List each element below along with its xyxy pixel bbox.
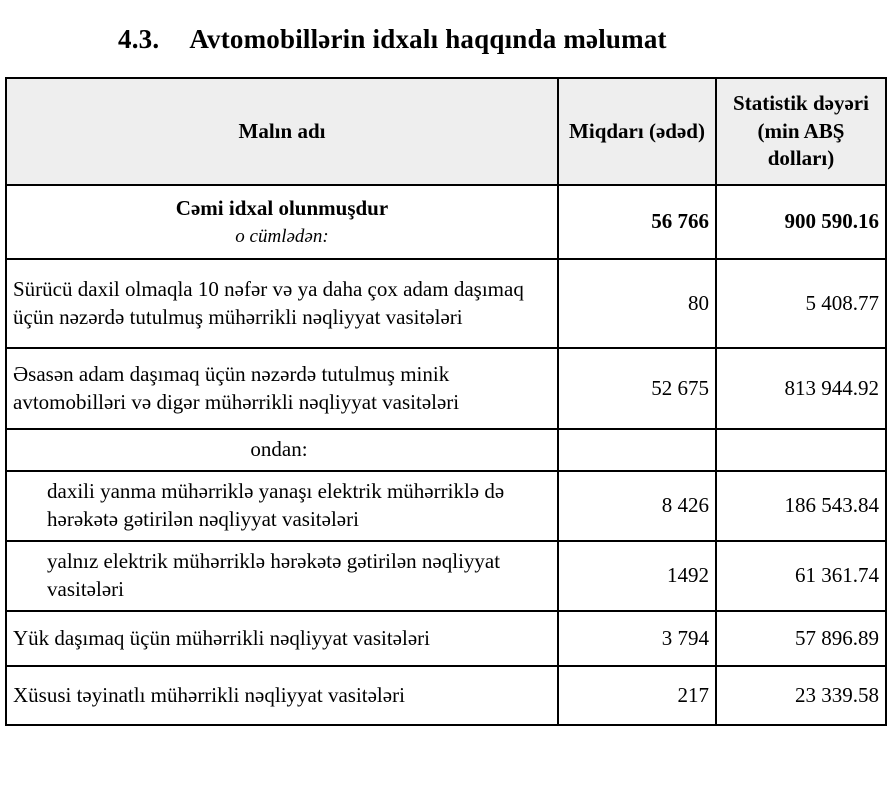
table-row-passenger-cars: [6, 348, 886, 429]
quantity-cell: [558, 429, 716, 471]
car-imports-table: [5, 77, 887, 726]
value-cell: 186 543.84: [716, 471, 886, 541]
table-row-special-purpose: [6, 666, 886, 725]
product-name-cell: Əsasən adam daşımaq üçün nəzərdə tutulmuş minik avtomobilləri və digər mühərrikli nəqliyyat vasitələri: [6, 348, 558, 429]
quantity-cell: 1492: [558, 541, 716, 611]
header-quantity: Miqdarı (ədəd): [558, 78, 716, 185]
quantity-cell: 80: [558, 259, 716, 348]
value-cell: 813 944.92: [716, 348, 886, 429]
total-subnote: o cümlədən:: [235, 225, 329, 247]
quantity-cell: 217: [558, 666, 716, 725]
quantity-cell: 3 794: [558, 611, 716, 666]
product-name-cell: [6, 185, 558, 259]
table-row-hybrid-vehicles: [6, 471, 886, 541]
group-label-cell: ondan:: [6, 429, 558, 471]
table-row-group-label: [6, 429, 886, 471]
quantity-cell: 52 675: [558, 348, 716, 429]
product-name-cell: Sürücü daxil olmaqla 10 nəfər və ya daha çox adam daşımaq üçün nəzərdə tutulmuş mühərrikli nəqliyyat vasitələri: [6, 259, 558, 348]
quantity-cell: 56 766: [558, 185, 716, 259]
value-cell: 23 339.58: [716, 666, 886, 725]
table-row-electric-vehicles: [6, 541, 886, 611]
value-cell: 57 896.89: [716, 611, 886, 666]
table-row-buses: [6, 259, 886, 348]
page-title: [118, 24, 667, 55]
value-cell: 5 408.77: [716, 259, 886, 348]
section-title-text: Avtomobillərin idxalı haqqında məlumat: [189, 24, 667, 54]
value-cell: [716, 429, 886, 471]
product-name-cell: Xüsusi təyinatlı mühərrikli nəqliyyat vasitələri: [6, 666, 558, 725]
quantity-cell: 8 426: [558, 471, 716, 541]
header-statistical-value: Statistik dəyəri (min ABŞ dolları): [716, 78, 886, 185]
table-row-total: [6, 185, 886, 259]
value-cell: 900 590.16: [716, 185, 886, 259]
product-name-cell: daxili yanma mühərriklə yanaşı elektrik mühərriklə də hərəkətə gətirilən nəqliyyat vasitələri: [6, 471, 558, 541]
table-row-cargo-vehicles: [6, 611, 886, 666]
section-number: 4.3.: [118, 24, 160, 54]
total-label: Cəmi idxal olunmuşdur: [175, 196, 389, 221]
header-product-name: Malın adı: [6, 78, 558, 185]
table-header-row: [6, 78, 886, 185]
product-name-cell: Yük daşımaq üçün mühərrikli nəqliyyat vasitələri: [6, 611, 558, 666]
value-cell: 61 361.74: [716, 541, 886, 611]
product-name-cell: yalnız elektrik mühərriklə hərəkətə gətirilən nəqliyyat vasitələri: [6, 541, 558, 611]
